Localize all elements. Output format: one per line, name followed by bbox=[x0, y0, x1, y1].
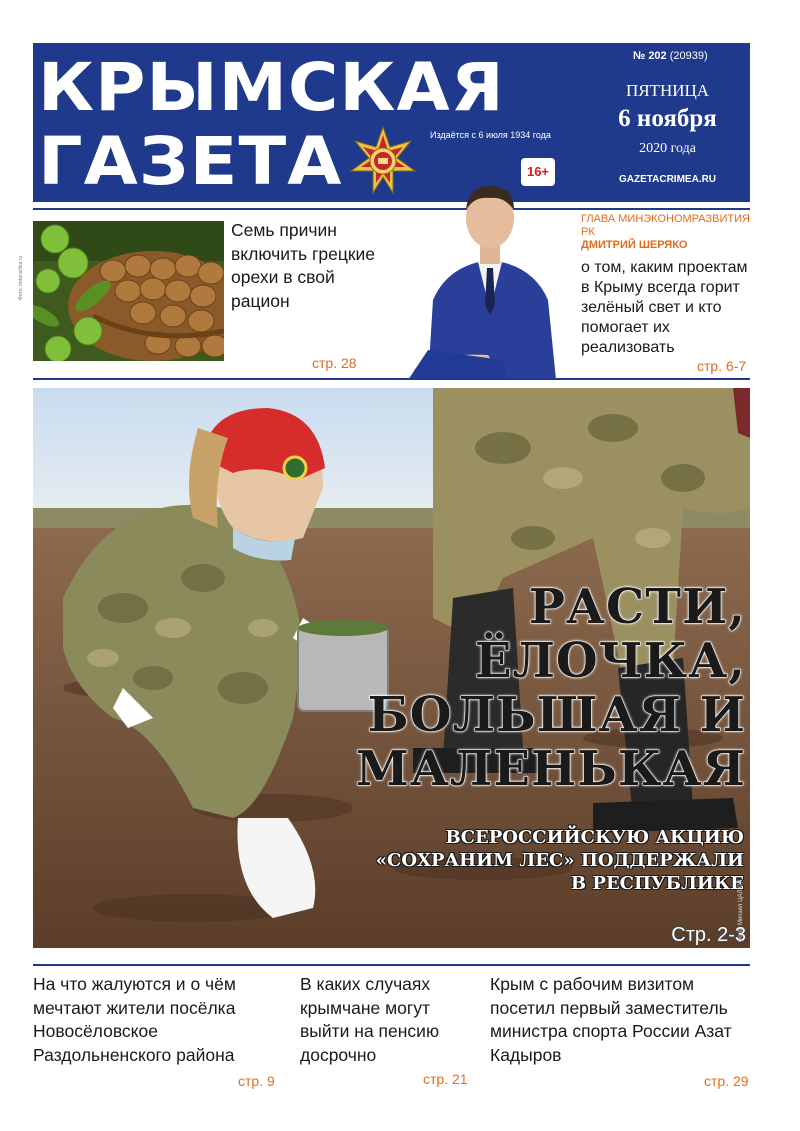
minister-title: ГЛАВА МИНЭКОНОМРАЗВИТИЯ РК bbox=[581, 213, 750, 238]
minister-role bbox=[581, 213, 751, 252]
title-line-1: КРЫМСКАЯ bbox=[38, 49, 505, 126]
minister-page-ref[interactable]: стр. 6-7 bbox=[697, 358, 747, 374]
issue-date: 6 ноября bbox=[618, 105, 717, 132]
masthead bbox=[33, 43, 750, 202]
main-story[interactable] bbox=[33, 388, 750, 948]
subhead-line: «СОХРАНИМ ЛЕС» ПОДДЕРЖАЛИ bbox=[375, 850, 744, 871]
divider bbox=[33, 378, 750, 380]
bottom-teaser-2-page[interactable]: стр. 21 bbox=[423, 1071, 468, 1087]
nuts-photo-credit: Фото: botanichka.ru bbox=[18, 255, 24, 300]
title-line-2: ГАЗЕТА bbox=[38, 123, 343, 200]
main-headline bbox=[356, 580, 746, 796]
divider bbox=[33, 208, 750, 210]
weekday: ПЯТНИЦА bbox=[625, 81, 710, 100]
nuts-page-ref[interactable]: стр. 28 bbox=[312, 355, 357, 371]
minister-teaser-text[interactable]: о том, каким проектам в Крыму всегда горит зелёный свет и кто помогает их реализовать bbox=[581, 259, 748, 356]
minister-portrait bbox=[408, 180, 573, 380]
issue-number bbox=[633, 50, 708, 62]
nuts-teaser-text[interactable]: Семь причин включить грецкие орехи в свой рацион bbox=[231, 220, 376, 311]
headline-line: БОЛЬШАЯ И bbox=[367, 687, 746, 743]
bottom-teaser-1-page[interactable]: стр. 9 bbox=[238, 1073, 275, 1089]
main-page-ref[interactable]: Стр. 2-3 bbox=[671, 924, 746, 946]
headline-line: РАСТИ, bbox=[528, 579, 746, 635]
issue-total: (20939) bbox=[669, 50, 708, 62]
bottom-teaser-2[interactable]: В каких случаях крымчане могут выйти на пенсию досрочно bbox=[300, 974, 440, 1065]
main-photo-credit: Фото: Михаил ЦАЛЮК bbox=[737, 879, 744, 943]
website-link[interactable]: GAZETACRIMEA.RU bbox=[618, 174, 717, 185]
divider bbox=[33, 964, 750, 966]
since-text: Издаётся с 6 июля 1934 года bbox=[430, 130, 551, 140]
bottom-teaser-1[interactable]: На что жалуются и о чём мечтают жители посёлка Новосёловское Раздольненского района bbox=[33, 974, 236, 1065]
bottom-teaser-3-page[interactable]: стр. 29 bbox=[704, 1073, 749, 1089]
issue-number-value: № 202 bbox=[633, 50, 667, 62]
minister-name: ДМИТРИЙ ШЕРЯКО bbox=[581, 239, 688, 251]
subhead-line: В РЕСПУБЛИКЕ bbox=[570, 873, 744, 894]
issue-year: 2020 года bbox=[639, 141, 696, 156]
headline-line: ЁЛОЧКА, bbox=[474, 633, 746, 689]
subhead-line: ВСЕРОССИЙСКУЮ АКЦИЮ bbox=[445, 827, 744, 848]
main-subhead bbox=[376, 826, 744, 895]
headline-line: МАЛЕНЬКАЯ bbox=[355, 741, 746, 797]
walnuts-photo bbox=[33, 221, 224, 361]
bottom-teaser-3[interactable]: Крым с рабочим визитом посетил первый заместитель министра спорта России Азат Кадыров bbox=[490, 974, 732, 1065]
age-rating-badge: 16+ bbox=[521, 158, 555, 186]
